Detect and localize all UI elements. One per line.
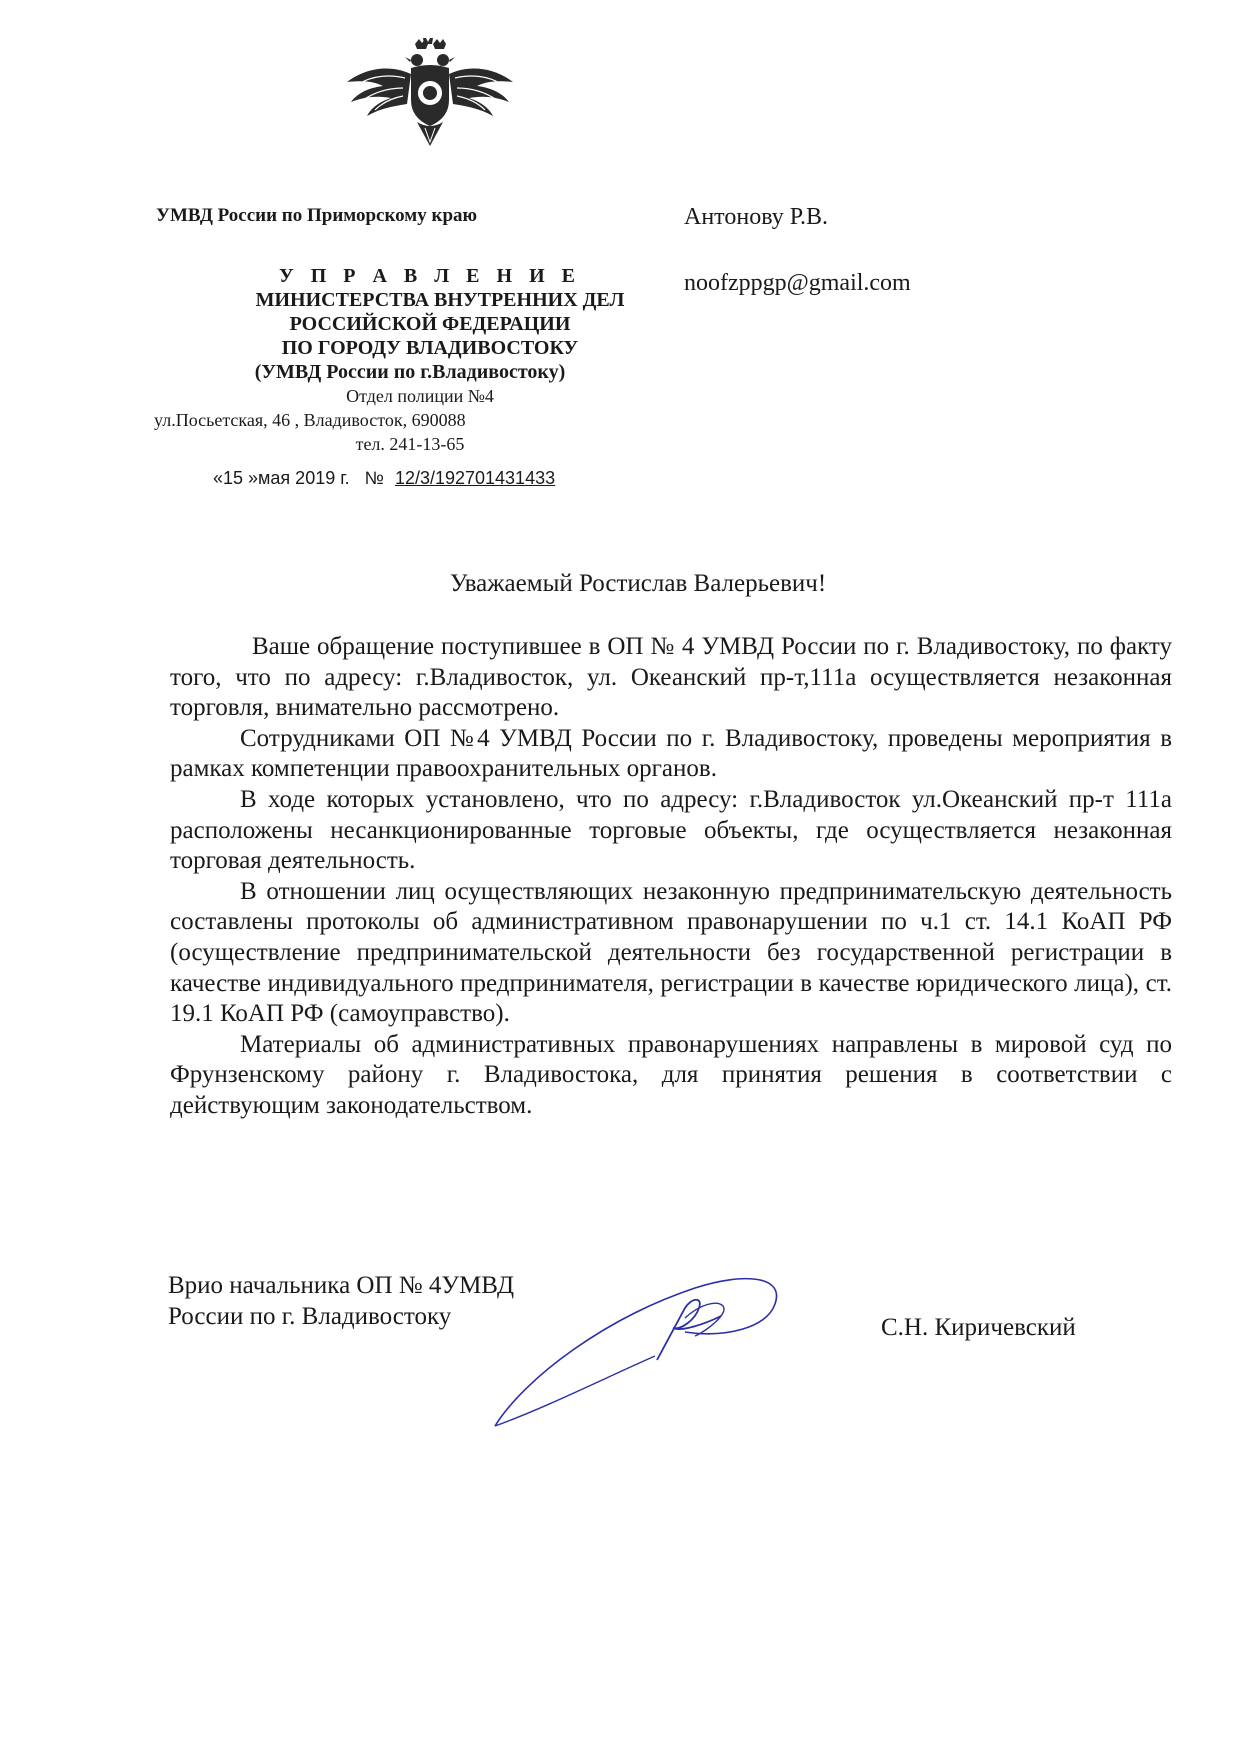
sender-address: ул.Посьетская, 46 , Владивосток, 690088 (154, 410, 466, 430)
body-paragraph-5: Материалы об административных правонарушениях направлены в мировой суд по Фрунзенскому району г. Владивостока, для принятия решения в соответствии с действующим законодательством. (170, 1030, 1172, 1119)
double-headed-eagle-emblem-icon (345, 38, 515, 150)
signer-name: С.Н. Киричевский (881, 1314, 1076, 1341)
body-paragraph-1: Ваше обращение поступившее в ОП № 4 УМВД России по г. Владивостоку, по факту того, что по адресу: г.Владивосток, ул. Океанский пр-т,111а осуществляется незаконная торговля, внимательно рассмотрено. (170, 633, 1172, 722)
department-line-2: МИНИСТЕРСТВА ВНУТРЕННИХ ДЕЛ (255, 289, 625, 311)
recipient-name: Антонову Р.В. (684, 204, 829, 230)
department-line-1: У П Р А В Л Е Н И Е (279, 265, 581, 287)
handwritten-signature (485, 1258, 885, 1438)
department-line-4: ПО ГОРОДУ ВЛАДИВОСТОКУ (281, 337, 579, 359)
sender-phone: тел. 241-13-65 (355, 434, 465, 454)
signatory-position-line-1: Врио начальника ОП № 4УМВД (168, 1272, 515, 1299)
signatory-position-line-2: России по г. Владивостоку (168, 1303, 452, 1330)
recipient-email: noofzppgp@gmail.com (684, 270, 911, 296)
letter-date: «15 »мая 2019 г. (213, 468, 350, 488)
division-name: Отдел полиции №4 (346, 386, 494, 406)
greeting: Уважаемый Ростислав Валерьевич! (449, 570, 827, 597)
body-paragraph-2: Сотрудниками ОП №4 УМВД России по г. Владивостоку, проведены мероприятия в рамках компетенции правоохранительных органов. (170, 724, 1172, 783)
department-title (190, 264, 670, 360)
recipient-block (684, 204, 911, 296)
date-and-number-line (213, 468, 555, 489)
registration-number: 12/3/192701431433 (394, 468, 556, 488)
body-paragraph-3: В ходе которых установлено, что по адресу: г.Владивосток ул.Океанский пр-т 111а расположены несанкционированные торговые объекты, где осуществляется незаконная торговая деятельность. (170, 785, 1172, 875)
regional-office: УМВД России по Приморскому краю (156, 205, 478, 226)
number-sign: № (364, 468, 384, 488)
sender-letterhead (154, 205, 670, 456)
signatory-position (168, 1270, 514, 1332)
department-abbreviation: (УМВД России по г.Владивостоку) (254, 361, 566, 383)
body-paragraph-4: В отношении лиц осуществляющих незаконную предпринимательскую деятельность составлены протоколы об административном правонарушении по ч.1 ст. 14.1 КоАП РФ (осуществление предпринимательской деятельности без государственной регистрации в качестве индивидуального предпринимателя, регистрации в качестве юридического лица), ст. 19.1 КоАП РФ (самоуправство). (170, 877, 1172, 1028)
letter-body (170, 632, 1172, 1122)
department-line-3: РОССИЙСКОЙ ФЕДЕРАЦИИ (289, 313, 571, 335)
